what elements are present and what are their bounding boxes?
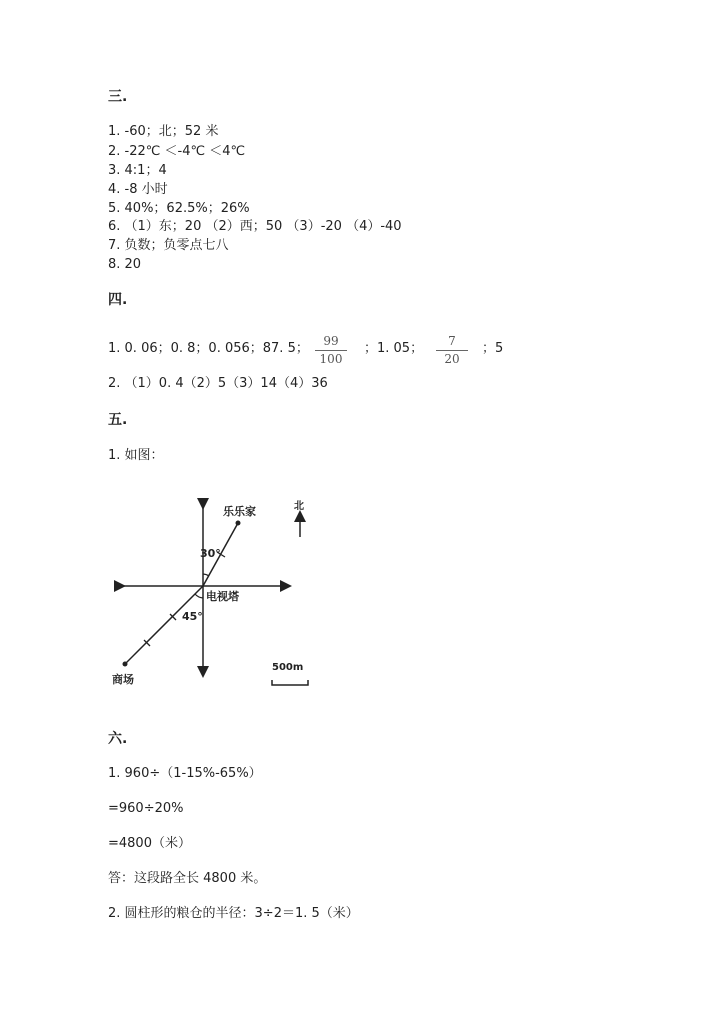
answer-line: 答：这段路全长 4800 米。 [108,871,267,886]
section-heading-3: 三. [108,89,128,105]
tower-label: 电视塔 [206,590,239,603]
fraction-denominator: 20 [444,352,460,366]
answer-line: =960÷20% [108,801,184,816]
north-label: 北 [294,501,304,512]
answer-line: ；1. 05； [364,341,424,356]
answer-line: 8. 20 [108,257,142,272]
answer-line: 1. -60；北；52 米 [108,124,219,139]
mall-point [123,662,128,667]
line-to-mall [125,586,203,664]
angle-45-label: 45° [182,610,203,623]
fraction-numerator: 99 [323,334,339,348]
answer-line: 7. 负数；负零点七八 [108,238,229,253]
home-point [236,521,241,526]
angle-arc-45 [195,594,203,598]
answer-line: 4. -8 小时 [108,182,168,197]
answer-line: 2. -22℃ ＜-4℃ ＜4℃ [108,144,246,159]
fraction-denominator: 100 [319,352,343,366]
answer-line: ；5 [482,341,504,356]
section-heading-5: 五. [108,412,128,428]
home-label: 乐乐家 [223,505,256,518]
answer-line: 3. 4:1；4 [108,163,167,178]
angle-arc-30 [203,574,209,576]
answer-line: 5. 40%；62.5%；26% [108,201,250,216]
scale-label: 500m [272,662,304,673]
answer-line: 2. （1）0. 4（2）5（3）14（4）36 [108,376,328,391]
angle-30-label: 30° [200,547,221,560]
answer-line: 2. 圆柱形的粮仓的半径：3÷2＝1. 5（米） [108,906,359,921]
answer-line: 1. 960÷（1-15%-65%） [108,766,262,781]
mall-label: 商场 [112,673,134,686]
section-heading-6: 六. [108,731,128,747]
section-heading-4: 四. [108,292,128,308]
answer-line: 1. 0. 06；0. 8；0. 056；87. 5； [108,341,309,356]
answer-line: 1. 如图： [108,448,164,463]
scale-bar [272,680,308,685]
fraction-numerator: 7 [448,334,456,348]
answer-line: 6. （1）东；20 （2）西；50 （3）-20 （4）-40 [108,219,402,234]
answer-line: =4800（米） [108,836,191,851]
